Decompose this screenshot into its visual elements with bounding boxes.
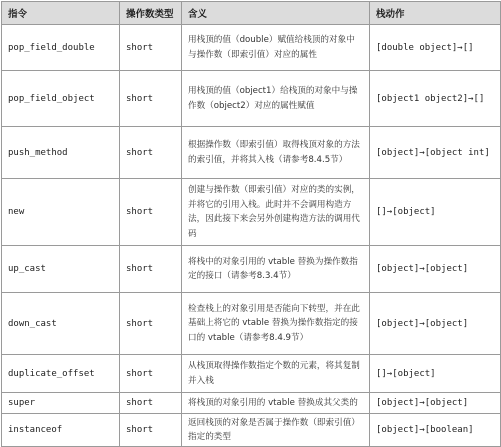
operand-type-cell: short	[120, 25, 182, 71]
table-row	[2, 71, 501, 127]
instruction-cell: down_cast	[2, 293, 120, 355]
operand-type-cell: short	[120, 71, 182, 127]
header-stack-action: 栈动作	[370, 2, 501, 25]
operand-type-cell: short	[120, 127, 182, 179]
table-row	[2, 246, 501, 293]
instruction-table	[1, 1, 501, 447]
meaning-cell: 检查栈上的对象引用是否能向下转型，并在此基础上将它的 vtable 替换为操作数指定的接口的 vtable（请参考8.4.9节）	[182, 293, 370, 355]
table-row	[2, 414, 501, 447]
header-meaning: 含义	[182, 2, 370, 25]
instruction-cell: instanceof	[2, 414, 120, 447]
stack-action-cell: [double object]→[]	[370, 25, 501, 71]
instruction-cell: pop_field_double	[2, 25, 120, 71]
stack-action-cell: [object]→[boolean]	[370, 414, 501, 447]
meaning-cell: 用栈顶的值（object1）给栈顶的对象中与操作数（object2）对应的属性赋值	[182, 71, 370, 127]
table-row	[2, 179, 501, 246]
header-operand-type: 操作数类型	[120, 2, 182, 25]
stack-action-cell: [object]→[object int]	[370, 127, 501, 179]
operand-type-cell: short	[120, 246, 182, 293]
table-row	[2, 293, 501, 355]
stack-action-cell: [object]→[object]	[370, 246, 501, 293]
meaning-cell: 用栈顶的值（double）赋值给栈顶的对象中与操作数（即索引值）对应的属性	[182, 25, 370, 71]
table-row	[2, 393, 501, 414]
operand-type-cell: short	[120, 393, 182, 414]
stack-action-cell: []→[object]	[370, 355, 501, 393]
operand-type-cell: short	[120, 414, 182, 447]
meaning-cell: 创建与操作数（即索引值）对应的类的实例，并将它的引用入栈。此时并不会调用构造方法，因此接下来会另外创建构造方法的调用代码	[182, 179, 370, 246]
stack-action-cell: [object]→[object]	[370, 293, 501, 355]
meaning-cell: 返回栈顶的对象是否属于操作数（即索引值）指定的类型	[182, 414, 370, 447]
instruction-cell: up_cast	[2, 246, 120, 293]
instruction-cell: duplicate_offset	[2, 355, 120, 393]
table-row	[2, 355, 501, 393]
header-row	[2, 2, 501, 25]
stack-action-cell: [object]→[object]	[370, 393, 501, 414]
instruction-cell: pop_field_object	[2, 71, 120, 127]
meaning-cell: 从栈顶取得操作数指定个数的元素，将其复制并入栈	[182, 355, 370, 393]
instruction-cell: push_method	[2, 127, 120, 179]
table-row	[2, 25, 501, 71]
table-row	[2, 127, 501, 179]
instruction-cell: new	[2, 179, 120, 246]
instruction-cell: super	[2, 393, 120, 414]
operand-type-cell: short	[120, 293, 182, 355]
meaning-cell: 根据操作数（即索引值）取得栈顶对象的方法的索引值，并将其入栈（请参考8.4.5节）	[182, 127, 370, 179]
header-instruction: 指令	[2, 2, 120, 25]
stack-action-cell: []→[object]	[370, 179, 501, 246]
operand-type-cell: short	[120, 179, 182, 246]
meaning-cell: 将栈顶的对象引用的 vtable 替换成其父类的	[182, 393, 370, 414]
operand-type-cell: short	[120, 355, 182, 393]
meaning-cell: 将栈中的对象引用的 vtable 替换为操作数指定的接口（请参考8.3.4节）	[182, 246, 370, 293]
stack-action-cell: [object1 object2]→[]	[370, 71, 501, 127]
